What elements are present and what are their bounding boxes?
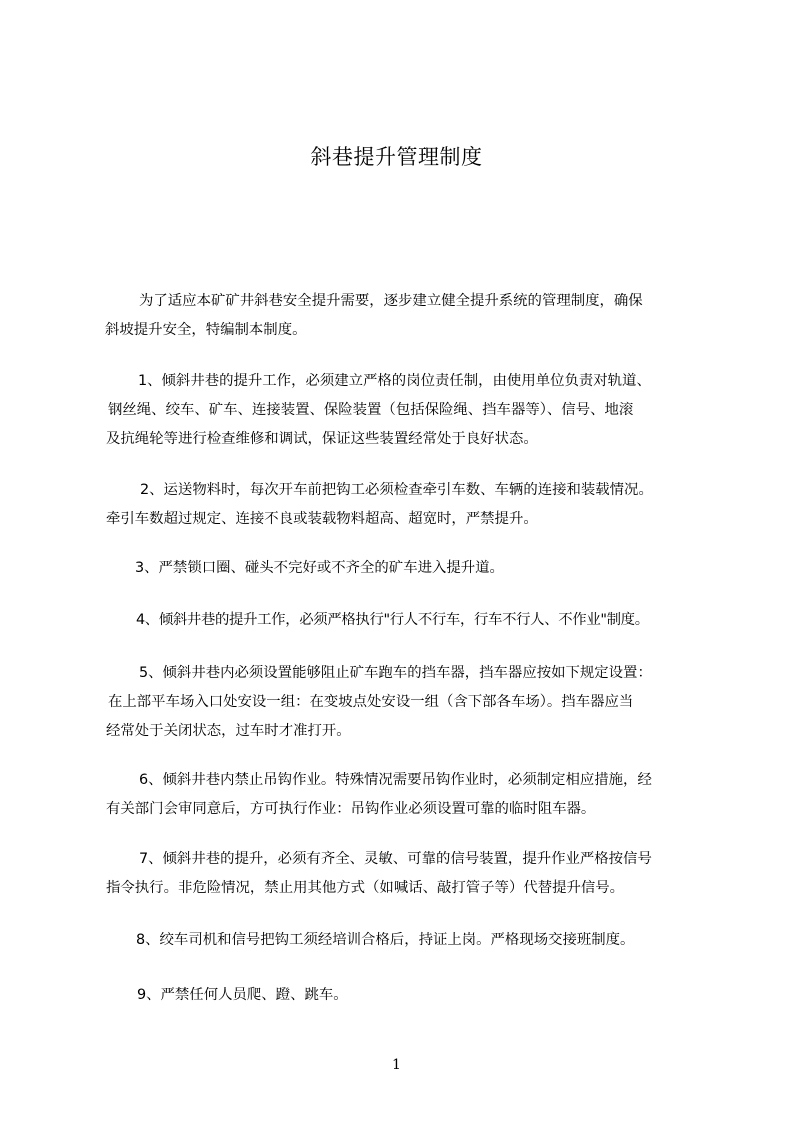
paragraph-line: 及抗绳轮等进行检查维修和调试，保证这些装置经常处于良好状态。: [106, 431, 538, 447]
paragraph-line: 钢丝绳、绞车、矿车、连接装置、保险装置（包括保险绳、挡车器等）、信号、地滚: [108, 402, 634, 418]
clause-item-1: [106, 367, 651, 454]
clause-item-6: [106, 766, 652, 824]
paragraph-line: 6、倾斜井巷内禁止吊钩作业。特殊情况需要吊钩作业时，必须制定相应措施，经: [139, 772, 652, 788]
paragraph-line: 8、绞车司机和信号把钩工须经培训合格后，持证上岗。严格现场交接班制度。: [136, 932, 635, 948]
intro-paragraph: [105, 287, 643, 345]
clause-item-7: [106, 845, 652, 903]
paragraph-line: 指令执行。非危险情况，禁止用其他方式（如喊话、敲打管子等）代替提升信号。: [106, 880, 625, 896]
page-title: 斜巷提升管理制度: [310, 145, 483, 169]
clause-item-3: [106, 554, 504, 583]
paragraph-line: 斜坡提升安全，特编制本制度。: [105, 322, 307, 338]
paragraph-line: 牵引车数超过规定、连接不良或装载物料超高、超宽时，严禁提升。: [106, 511, 538, 527]
paragraph-line: 1、倾斜井巷的提升工作，必须建立严格的岗位责任制，由使用单位负责对轨道、: [138, 373, 651, 389]
paragraph-line: 为了适应本矿矿井斜巷安全提升需要，逐步建立健全提升系统的管理制度，确保: [139, 293, 643, 309]
clause-item-2: [106, 476, 653, 534]
paragraph-line: 5、倾斜井巷内必须设置能够阻止矿车跑车的挡车器，挡车器应按如下规定设置：: [139, 665, 652, 681]
clause-item-9: [106, 981, 348, 1010]
paragraph-line: 2、运送物料时，每次开车前把钩工必须检查牵引车数、车辆的连接和装载情况。: [140, 482, 653, 498]
clause-item-5: [106, 659, 652, 746]
paragraph-line: 4、倾斜井巷的提升工作，必须严格执行"行人不行车，行车不行人、不作业"制度。: [136, 612, 649, 628]
page-number: 1: [392, 1057, 401, 1073]
paragraph-line: 3、严禁锁口圈、碰头不完好或不齐全的矿车进入提升道。: [135, 560, 504, 576]
paragraph-line: 在上部平车场入口处安设一组：在变坡点处安设一组（含下部各车场）。挡车器应当: [108, 694, 634, 710]
paragraph-line: 7、倾斜井巷的提升，必须有齐全、灵敏、可靠的信号装置，提升作业严格按信号: [139, 851, 652, 867]
paragraph-line: 经常处于关闭状态，过车时才准打开。: [106, 723, 351, 739]
paragraph-line: 有关部门会审同意后，方可执行作业：吊钩作业必须设置可靠的临时阻车器。: [106, 801, 596, 817]
paragraph-line: 9、严禁任何人员爬、蹬、跳车。: [137, 987, 348, 1003]
clause-item-8: [106, 926, 634, 955]
clause-item-4: [106, 606, 649, 635]
